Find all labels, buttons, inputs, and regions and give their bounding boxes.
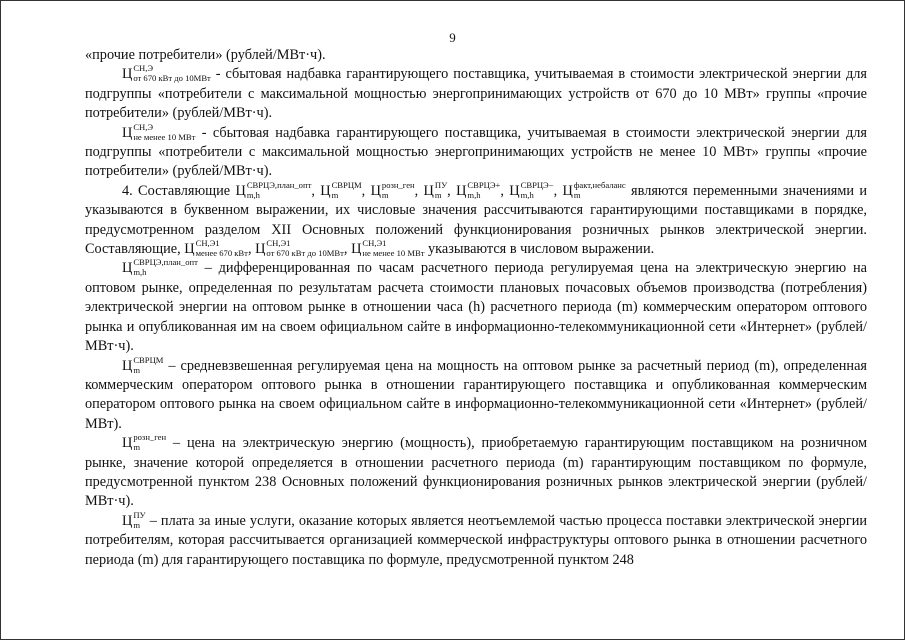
- symbol-subscript: m,h: [520, 189, 534, 200]
- symbol-subscript: не менее 10 МВт: [362, 248, 425, 259]
- symbol-svrts-plan: [235, 179, 312, 200]
- symbol-pu: [423, 179, 448, 200]
- page-number: 9: [449, 30, 456, 45]
- paragraph-3-text: - сбытовая надбавка гарантирующего поставщика, учитываемая в стоимости электрической энергии для подгруппы «потребители с максимальной мощностью энергопринимающих устройств не менее 10 МВт» группы «прочие потребители» (рублей/МВт·ч).: [85, 124, 867, 180]
- symbol-letter: Ц: [122, 435, 133, 452]
- paragraph-6-text: – средневзвешенная регулируемая цена на мощность на оптовом рынке за расчетный период (m), определенная коммерческим оператором оптового рынка в отношении гарантирующего поставщика и опубликованная коммерческим оператором оптового рынка на своем официальном сайте в информационно-телекоммуникационной сети «Интернет» (рублей/МВт).: [85, 357, 867, 432]
- symbol-superscript: СН,Э1: [362, 238, 387, 249]
- separator: ,: [553, 182, 563, 199]
- document-body: [85, 46, 867, 570]
- symbol-sn-e1-lt670: [184, 238, 248, 259]
- symbol-tariff-670-10: [122, 63, 211, 84]
- symbol-letter: Ц: [509, 182, 520, 199]
- separator: ,: [311, 182, 321, 199]
- symbol-subscript: m: [331, 189, 339, 200]
- paragraph-4: [85, 179, 868, 260]
- symbol-svrcm: [320, 179, 362, 200]
- symbol-superscript: СН,Э1: [195, 238, 220, 249]
- symbol-fakt-nebalans: [562, 179, 626, 200]
- symbol-pu-def: [122, 509, 146, 530]
- symbol-sn-e1-ge10: [351, 238, 425, 259]
- symbol-svrcm-def: [122, 354, 164, 375]
- symbol-letter: Ц: [456, 182, 467, 199]
- symbol-subscript: m: [381, 189, 389, 200]
- separator: ,: [414, 182, 424, 199]
- symbol-letter: Ц: [122, 124, 133, 141]
- symbol-rozn-gen-def: [122, 432, 167, 453]
- separator: ,: [247, 241, 256, 258]
- symbol-rozn-gen: [370, 179, 415, 200]
- symbol-subscript: от 670 кВт до 10МВт: [266, 248, 344, 259]
- separator: ,: [447, 182, 457, 199]
- paragraph-4-middle: являются переменными значениями и указываются в буквенном выражении, их числовые значения рассчитываются гарантирующими поставщиками в порядке, предусмотренном разделом XII Основных положений функционирования розничных рынков электрической энергии. Составляющие,: [85, 182, 868, 258]
- symbol-superscript: СВРЦЭ+: [467, 179, 501, 190]
- symbol-letter: Ц: [184, 241, 195, 258]
- symbol-sn-e1-670-10: [255, 238, 344, 259]
- symbol-superscript: ПУ: [133, 509, 146, 520]
- symbol-subscript: m: [133, 364, 141, 375]
- separator: ,: [500, 182, 510, 199]
- symbol-superscript: СН,Э: [133, 121, 154, 132]
- symbol-superscript: розн_ген: [133, 432, 167, 443]
- paragraph-8-text: – плата за иные услуги, оказание которых является неотъемлемой частью процесса поставки электрической энергии потребителям, которая рассчитывается организацией коммерческой инфраструктуры оптового рынка в отношении расчетного периода (m) для гарантирующего поставщика по формуле, предусмотренной пунктом 248: [85, 512, 867, 568]
- symbol-subscript: менее 670 кВт: [195, 248, 248, 259]
- symbol-letter: Ц: [351, 241, 362, 258]
- paragraph-8: [85, 509, 867, 570]
- paragraph-7: [85, 434, 867, 512]
- symbol-letter: Ц: [423, 182, 434, 199]
- symbol-letter: Ц: [122, 512, 133, 529]
- symbol-letter: Ц: [370, 182, 381, 199]
- paragraph-4-lead: 4. Составляющие: [122, 182, 236, 199]
- symbol-subscript: m,h: [246, 189, 260, 200]
- separator: ,: [343, 241, 352, 258]
- paragraph-6: [85, 354, 867, 435]
- symbol-superscript: СВРЦЭ−: [520, 179, 554, 190]
- symbol-letter: Ц: [562, 182, 573, 199]
- paragraph-7-text: – цена на электрическую энергию (мощность), приобретаемую гарантирующим поставщиком на розничном рынке, значение которой определяется в отношении расчетного периода (m) гарантирующим поставщиком по формуле, предусмотренной пунктом 238 Основных положений функционирования розничных рынков электрической энергии (рублей/МВт·ч).: [85, 435, 867, 510]
- symbol-subscript: m: [133, 519, 141, 530]
- symbol-svrts-minus: [509, 179, 554, 200]
- symbol-subscript: m,h: [133, 267, 147, 278]
- symbol-letter: Ц: [122, 260, 133, 277]
- paragraph-2-text: - сбытовая надбавка гарантирующего поставщика, учитываемая в стоимости электрической энергии для подгруппы «потребители с максимальной мощностью энергопринимающих устройств от 670 до 10 МВт» группы «прочие потребители» (рублей/МВт·ч).: [85, 66, 867, 122]
- symbol-svrts-plus: [456, 179, 501, 200]
- paragraph-2: [85, 65, 867, 123]
- paragraph-4-end: указываются в числовом выражении.: [424, 241, 655, 258]
- symbol-superscript: СВРЦЭ,план_опт: [133, 257, 198, 268]
- paragraph-1-text: «прочие потребители» (рублей/МВт·ч).: [85, 47, 326, 63]
- paragraph-1: [85, 46, 867, 65]
- symbol-svrts-plan-def: [122, 257, 198, 278]
- paragraph-5-text: – дифференцированная по часам расчетного периода регулируемая цена на электрическую энергию на оптовом рынке, определенная по результатам расчета стоимости плановых почасовых объемов производства (потребления) электрической энергии на оптовом рынке в отношении часа (h) расчетного периода (m) коммерческим оператором оптового рынка и опубликованная им на своем официальном сайте в информационно-телекоммуникационной сети «Интернет» (рублей/МВт·ч).: [85, 260, 867, 355]
- symbol-superscript: факт,небаланс: [573, 179, 626, 190]
- separator: ,: [361, 182, 371, 199]
- symbol-letter: Ц: [255, 241, 266, 258]
- paragraph-5: [85, 259, 867, 356]
- paragraph-3: [85, 121, 867, 182]
- symbol-tariff-ge-10: [122, 121, 196, 142]
- symbol-subscript: m: [573, 189, 581, 200]
- symbol-superscript: розн_ген: [381, 179, 415, 190]
- symbol-subscript: m: [434, 189, 442, 200]
- symbol-letter: Ц: [122, 357, 133, 374]
- symbol-superscript: СВРЦМ: [331, 179, 362, 190]
- symbol-superscript: ПУ: [434, 179, 448, 190]
- symbol-superscript: СВРЦМ: [133, 354, 164, 365]
- symbol-subscript: не менее 10 МВт: [133, 131, 196, 142]
- symbol-subscript: от 670 кВт до 10МВт: [133, 73, 211, 84]
- symbol-subscript: m,h: [467, 189, 481, 200]
- symbol-letter: Ц: [320, 182, 331, 199]
- symbol-letter: Ц: [122, 66, 133, 83]
- symbol-superscript: СВРЦЭ,план_опт: [246, 179, 312, 190]
- symbol-superscript: СН,Э: [133, 63, 154, 74]
- symbol-superscript: СН,Э1: [266, 238, 291, 249]
- symbol-subscript: m: [133, 442, 141, 453]
- symbol-letter: Ц: [235, 182, 246, 199]
